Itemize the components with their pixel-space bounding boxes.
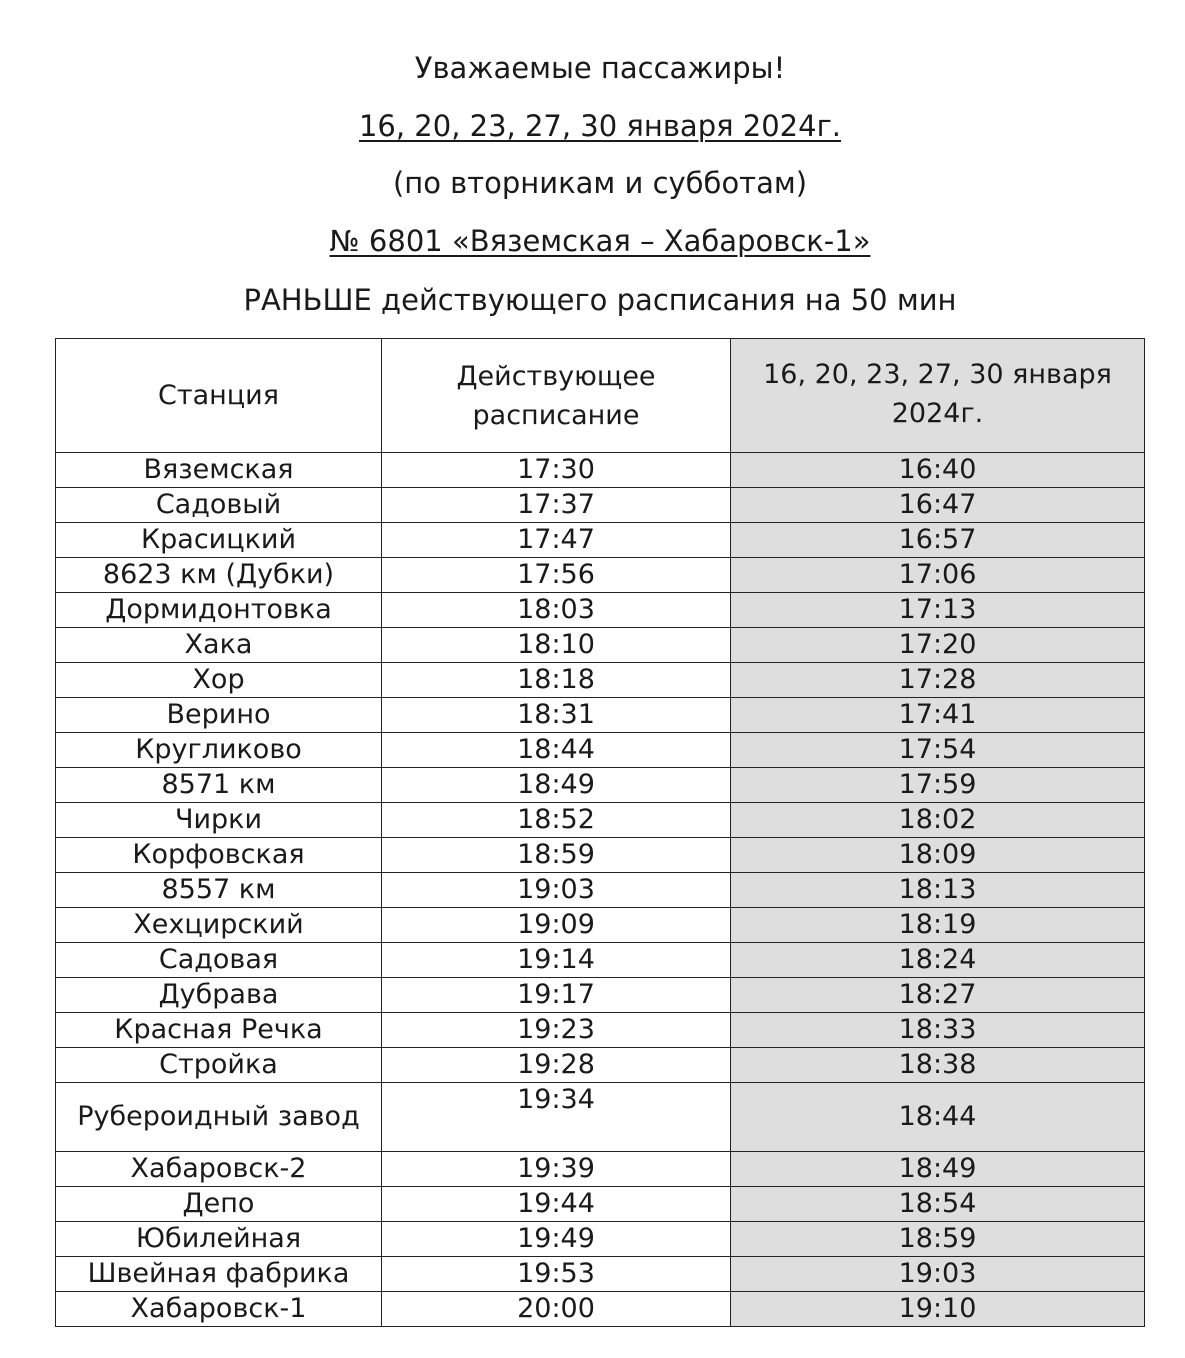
current-time-cell: 19:53 xyxy=(382,1257,731,1292)
current-time-cell: 19:14 xyxy=(382,943,731,978)
station-cell: Хор xyxy=(56,663,382,698)
station-cell: Хехцирский xyxy=(56,908,382,943)
station-cell: Верино xyxy=(56,698,382,733)
new-time-cell: 18:13 xyxy=(731,873,1145,908)
current-time-cell: 19:17 xyxy=(382,978,731,1013)
current-time-cell: 18:49 xyxy=(382,768,731,803)
station-cell: Депо xyxy=(56,1187,382,1222)
new-time-cell: 18:19 xyxy=(731,908,1145,943)
table-row xyxy=(56,838,1145,873)
new-time-cell: 16:47 xyxy=(731,488,1145,523)
notice-days: (по вторникам и субботам) xyxy=(392,166,808,200)
station-cell: 8557 км xyxy=(56,873,382,908)
notice-dates-text: 16, 20, 23, 27, 30 января 2024г. xyxy=(358,109,842,143)
schedule-table xyxy=(55,338,1145,1327)
current-time-cell: 19:39 xyxy=(382,1152,731,1187)
station-cell: Красицкий xyxy=(56,523,382,558)
table-row xyxy=(56,1048,1145,1083)
notice-change: РАНЬШЕ действующего расписания на 50 мин xyxy=(243,283,957,317)
table-row xyxy=(56,768,1145,803)
header-station: Станция xyxy=(56,339,382,453)
current-time-cell: 17:30 xyxy=(382,453,731,488)
table-row xyxy=(56,698,1145,733)
new-time-cell: 17:13 xyxy=(731,593,1145,628)
station-cell: Стройка xyxy=(56,1048,382,1083)
current-time-cell: 17:47 xyxy=(382,523,731,558)
station-cell: Хабаровск-1 xyxy=(56,1292,382,1327)
new-time-cell: 18:33 xyxy=(731,1013,1145,1048)
station-cell: Швейная фабрика xyxy=(56,1257,382,1292)
current-time-cell: 18:44 xyxy=(382,733,731,768)
table-row xyxy=(56,523,1145,558)
station-cell: Дубрава xyxy=(56,978,382,1013)
current-time-cell: 19:44 xyxy=(382,1187,731,1222)
new-time-cell: 16:57 xyxy=(731,523,1145,558)
current-time-cell: 18:18 xyxy=(382,663,731,698)
table-row xyxy=(56,593,1145,628)
current-time-cell: 18:52 xyxy=(382,803,731,838)
new-time-cell: 17:59 xyxy=(731,768,1145,803)
current-time-cell: 19:23 xyxy=(382,1013,731,1048)
station-cell: Хака xyxy=(56,628,382,663)
current-time-cell: 19:34 xyxy=(382,1083,731,1152)
new-time-cell: 18:59 xyxy=(731,1222,1145,1257)
station-cell: 8571 км xyxy=(56,768,382,803)
new-time-cell: 16:40 xyxy=(731,453,1145,488)
new-time-cell: 18:09 xyxy=(731,838,1145,873)
table-row xyxy=(56,908,1145,943)
station-cell: Корфовская xyxy=(56,838,382,873)
station-cell: Кругликово xyxy=(56,733,382,768)
schedule-header-row xyxy=(56,339,1145,453)
station-cell: Садовый xyxy=(56,488,382,523)
header-new: 16, 20, 23, 27, 30 января 2024г. xyxy=(731,339,1145,453)
table-row xyxy=(56,1152,1145,1187)
table-row xyxy=(56,558,1145,593)
new-time-cell: 18:38 xyxy=(731,1048,1145,1083)
current-time-cell: 18:59 xyxy=(382,838,731,873)
table-row xyxy=(56,1187,1145,1222)
table-row xyxy=(56,943,1145,978)
current-time-cell: 19:03 xyxy=(382,873,731,908)
schedule-body xyxy=(56,453,1145,1327)
new-time-cell: 18:27 xyxy=(731,978,1145,1013)
new-time-cell: 19:10 xyxy=(731,1292,1145,1327)
notice-dates xyxy=(0,108,1185,144)
table-row xyxy=(56,628,1145,663)
notice-train-text: № 6801 «Вяземская – Хабаровск-1» xyxy=(329,224,871,258)
new-time-cell: 19:03 xyxy=(731,1257,1145,1292)
notice-greeting: Уважаемые пассажиры! xyxy=(414,51,786,85)
table-row xyxy=(56,1083,1145,1152)
table-row xyxy=(56,453,1145,488)
new-time-cell: 17:28 xyxy=(731,663,1145,698)
new-time-cell: 17:41 xyxy=(731,698,1145,733)
current-time-cell: 18:31 xyxy=(382,698,731,733)
station-cell: Вяземская xyxy=(56,453,382,488)
notice-train xyxy=(0,223,1185,259)
new-time-cell: 18:54 xyxy=(731,1187,1145,1222)
current-time-cell: 18:10 xyxy=(382,628,731,663)
header-current: Действующее расписание xyxy=(382,339,731,453)
station-cell: Садовая xyxy=(56,943,382,978)
table-row xyxy=(56,873,1145,908)
current-time-cell: 18:03 xyxy=(382,593,731,628)
table-row xyxy=(56,663,1145,698)
station-cell: Рубероидный завод xyxy=(56,1083,382,1152)
new-time-cell: 18:44 xyxy=(731,1083,1145,1152)
current-time-cell: 19:09 xyxy=(382,908,731,943)
new-time-cell: 17:54 xyxy=(731,733,1145,768)
station-cell: Хабаровск-2 xyxy=(56,1152,382,1187)
station-cell: Красная Речка xyxy=(56,1013,382,1048)
current-time-cell: 19:28 xyxy=(382,1048,731,1083)
table-row xyxy=(56,1257,1145,1292)
new-time-cell: 18:49 xyxy=(731,1152,1145,1187)
station-cell: Дормидонтовка xyxy=(56,593,382,628)
current-time-cell: 20:00 xyxy=(382,1292,731,1327)
table-row xyxy=(56,733,1145,768)
table-row xyxy=(56,978,1145,1013)
table-row xyxy=(56,803,1145,838)
table-row xyxy=(56,1013,1145,1048)
new-time-cell: 18:02 xyxy=(731,803,1145,838)
station-cell: 8623 км (Дубки) xyxy=(56,558,382,593)
table-row xyxy=(56,488,1145,523)
new-time-cell: 18:24 xyxy=(731,943,1145,978)
current-time-cell: 17:37 xyxy=(382,488,731,523)
new-time-cell: 17:20 xyxy=(731,628,1145,663)
new-time-cell: 17:06 xyxy=(731,558,1145,593)
current-time-cell: 17:56 xyxy=(382,558,731,593)
station-cell: Чирки xyxy=(56,803,382,838)
station-cell: Юбилейная xyxy=(56,1222,382,1257)
table-row xyxy=(56,1222,1145,1257)
current-time-cell: 19:49 xyxy=(382,1222,731,1257)
table-row xyxy=(56,1292,1145,1327)
